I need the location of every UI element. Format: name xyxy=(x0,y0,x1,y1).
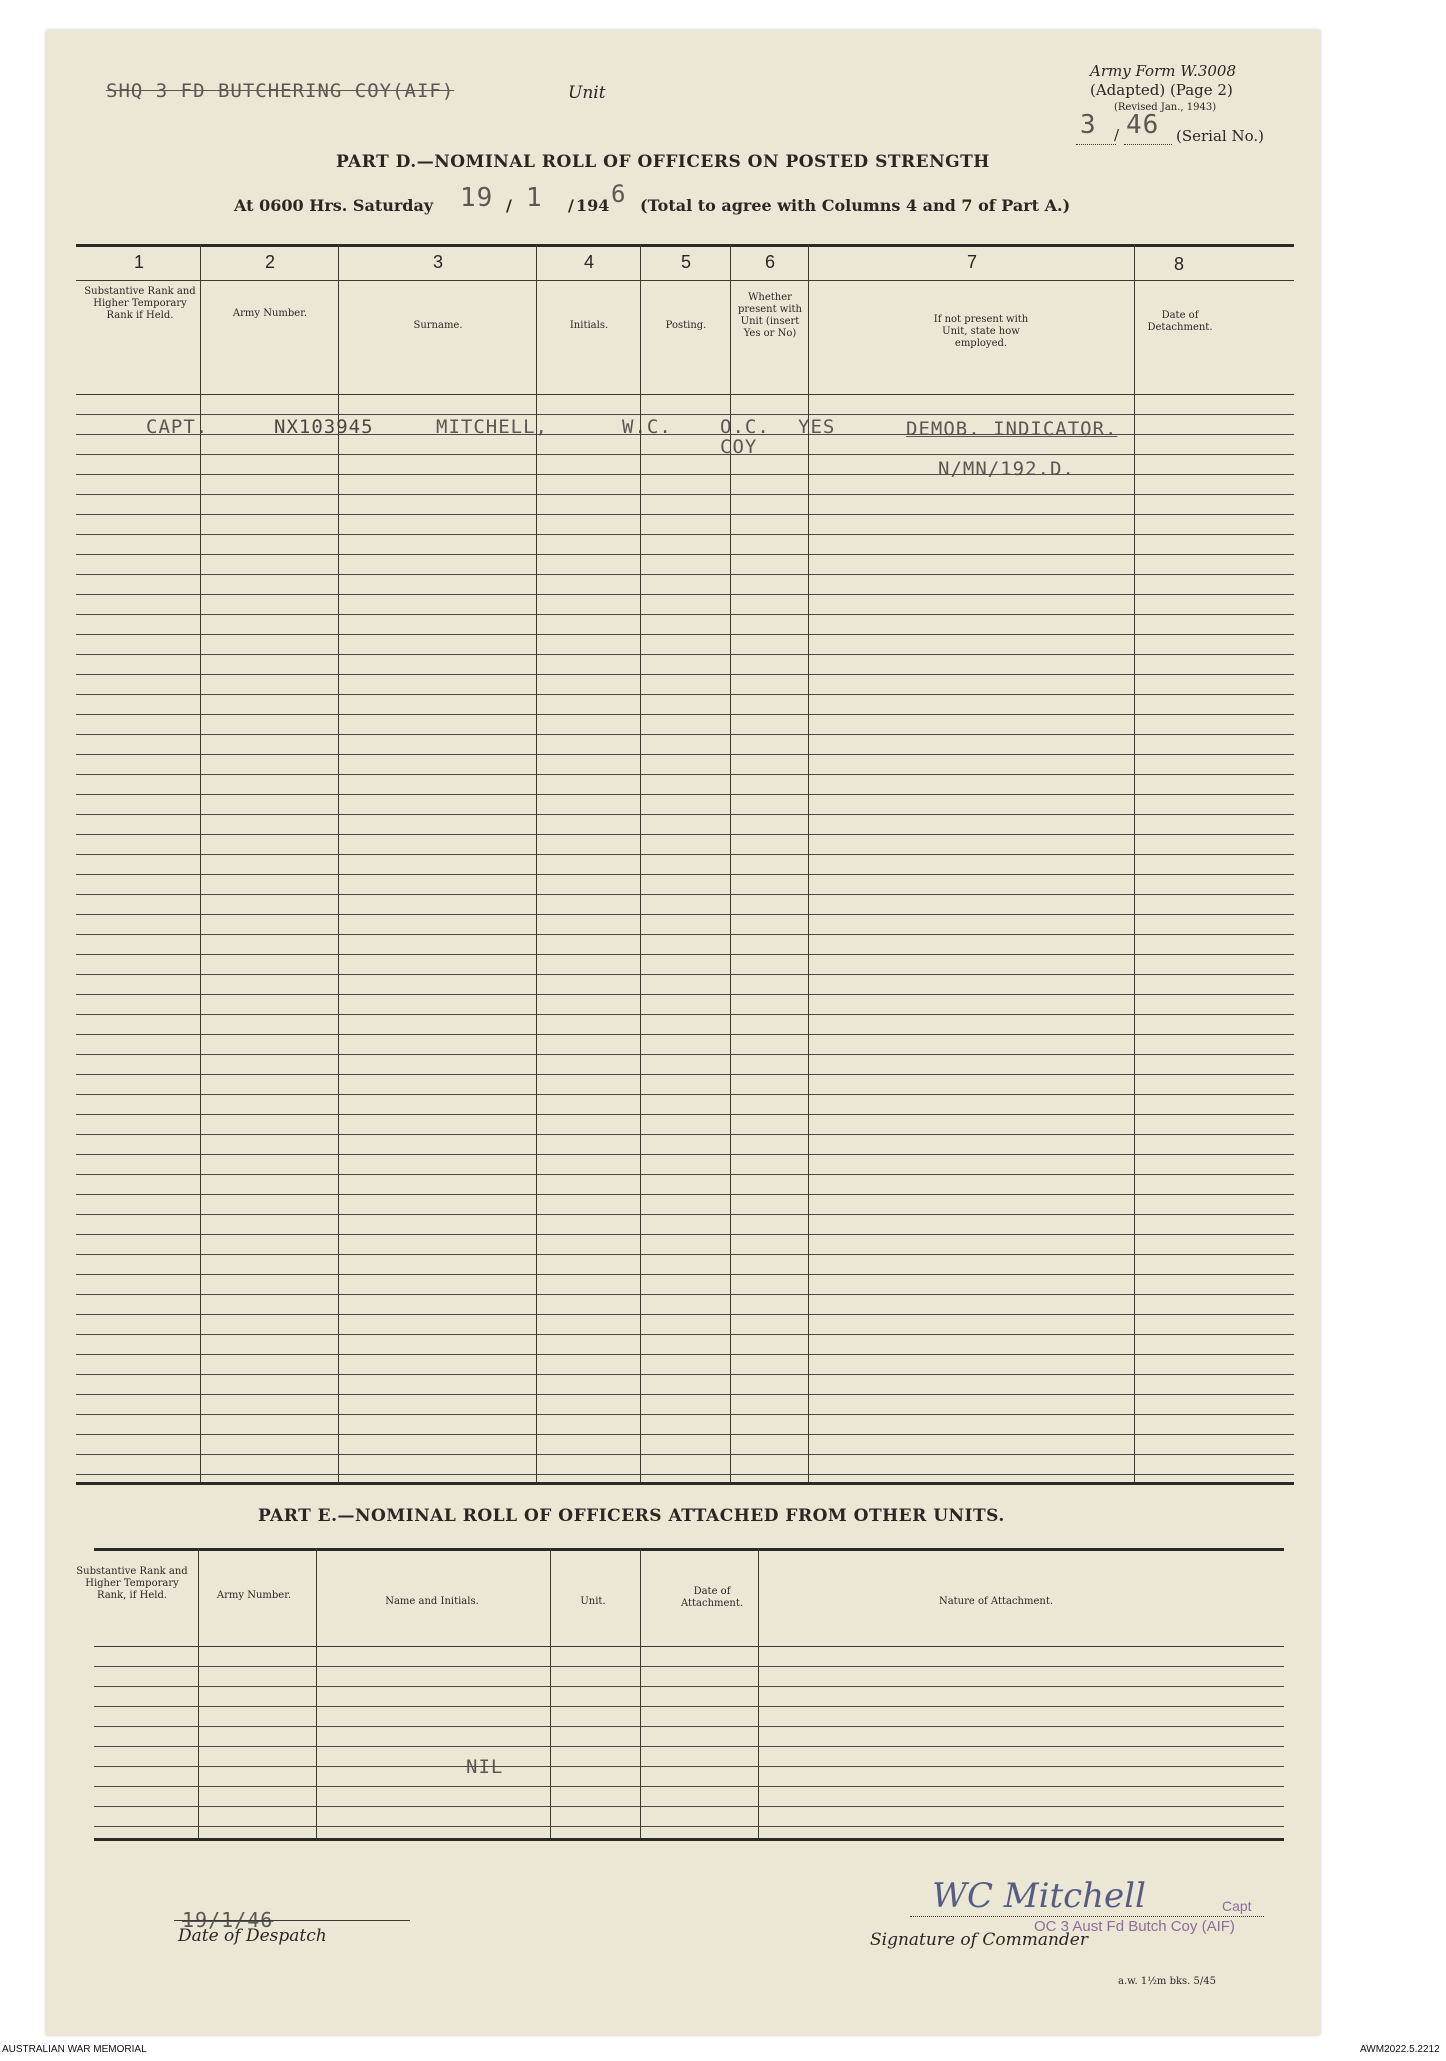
col-3-header: Surname. xyxy=(413,320,463,331)
part-d-row-rule xyxy=(76,694,1294,695)
part-e-title: PART E.—NOMINAL ROLL OF OFFICERS ATTACHED FROM OTHER UNITS. xyxy=(258,1506,1005,1526)
part-d-row-rule xyxy=(76,1034,1294,1035)
part-e-row-rule xyxy=(94,1786,1284,1787)
entry-surname: MITCHELL, xyxy=(436,416,548,438)
serial-label: (Serial No.) xyxy=(1176,127,1264,145)
part-e-row-rule xyxy=(94,1806,1284,1807)
e-col-2-header: Army Number. xyxy=(216,1590,292,1601)
part-e-row-rule xyxy=(94,1666,1284,1667)
part-d-row-rule xyxy=(76,1194,1294,1195)
col-1-header: Substantive Rank and Higher Temporary Rank if Held. xyxy=(84,286,196,321)
part-d-row-rule xyxy=(76,1334,1294,1335)
part-e-row-rule xyxy=(94,1726,1284,1727)
part-d-row-rule xyxy=(76,594,1294,595)
part-d-row-rule xyxy=(76,1154,1294,1155)
part-d-row-rule xyxy=(76,414,1294,415)
part-e-column-rule xyxy=(316,1548,317,1838)
part-d-row-rule xyxy=(76,1054,1294,1055)
col-1-number: 1 xyxy=(133,252,144,272)
e-col-4-header: Unit. xyxy=(580,1596,606,1607)
part-d-row-rule xyxy=(76,854,1294,855)
part-d-row-rule xyxy=(76,1134,1294,1135)
part-d-column-rule xyxy=(808,244,809,1482)
part-d-title: PART D.—NOMINAL ROLL OF OFFICERS ON POSTED STRENGTH xyxy=(336,152,990,172)
part-e-row-rule xyxy=(94,1686,1284,1687)
part-d-row-rule xyxy=(76,494,1294,495)
col-8-number: 8 xyxy=(1173,254,1184,274)
part-e-column-rule xyxy=(198,1548,199,1838)
part-d-row-rule xyxy=(76,634,1294,635)
serial-num-rule xyxy=(1124,144,1172,145)
part-d-row-rule xyxy=(76,894,1294,895)
entry-rank: CAPT. xyxy=(146,416,209,438)
part-d-at-suffix: (Total to agree with Columns 4 and 7 of Part A.) xyxy=(640,196,1071,215)
part-d-date-year-written: 6 xyxy=(611,180,627,208)
archive-ref: AWM2022.5.2212 xyxy=(1360,2044,1440,2055)
part-d-column-rule xyxy=(640,244,641,1482)
col-7-number: 7 xyxy=(966,252,977,272)
part-d-row-rule xyxy=(76,474,1294,475)
commander-label: Signature of Commander xyxy=(870,1930,1088,1950)
part-e-top-rule xyxy=(94,1548,1284,1551)
part-d-row-rule xyxy=(76,874,1294,875)
part-d-row-rule xyxy=(76,674,1294,675)
col-8-header: Date of Detachment. xyxy=(1147,310,1213,333)
print-code: a.w. 1½m bks. 5/45 xyxy=(1118,1976,1216,1987)
part-d-date-sep-2: / xyxy=(568,196,574,215)
commander-stamp: OC 3 Aust Fd Butch Coy (AIF) xyxy=(1034,1918,1235,1935)
despatch-date: 19/1/46 xyxy=(182,1908,274,1932)
part-e-row-rule xyxy=(94,1706,1284,1707)
part-e-column-rule xyxy=(758,1548,759,1838)
part-d-row-rule xyxy=(76,1094,1294,1095)
part-d-row-rule xyxy=(76,714,1294,715)
part-d-row-rule xyxy=(76,1114,1294,1115)
part-d-row-rule xyxy=(76,794,1294,795)
despatch-label: Date of Despatch xyxy=(178,1926,327,1946)
part-d-row-rule xyxy=(76,834,1294,835)
col-2-number: 2 xyxy=(264,252,275,272)
part-d-top-rule xyxy=(76,244,1294,247)
serial-sep: / xyxy=(1114,126,1120,144)
e-col-3-header: Name and Initials. xyxy=(385,1596,479,1607)
part-d-date-day: 19 xyxy=(460,183,494,213)
part-d-row-rule xyxy=(76,734,1294,735)
part-e-row-rule xyxy=(94,1826,1284,1827)
signature-rule xyxy=(910,1916,1264,1917)
e-col-1-header: Substantive Rank and Higher Temporary Rank, if Held. xyxy=(76,1566,188,1601)
col-6-header: Whether present with Unit (insert Yes or No) xyxy=(737,292,802,339)
entry-posting-2: COY xyxy=(720,436,758,458)
form-name: Army Form W.3008 xyxy=(1090,62,1236,80)
part-d-row-rule xyxy=(76,1414,1294,1415)
part-d-row-rule xyxy=(76,434,1294,435)
part-d-row-rule xyxy=(76,1394,1294,1395)
part-d-row-rule xyxy=(76,1074,1294,1075)
archive-strip xyxy=(0,2040,1446,2061)
col-2-header: Army Number. xyxy=(232,308,308,319)
part-d-date-sep-1: / xyxy=(506,196,512,215)
part-d-row-rule xyxy=(76,574,1294,575)
col-4-number: 4 xyxy=(583,252,594,272)
entry-initials: W.C. xyxy=(622,416,672,438)
part-d-row-rule xyxy=(76,534,1294,535)
col-7-header: If not present with Unit, state how employed. xyxy=(933,314,1029,349)
part-d-at-prefix: At 0600 Hrs. Saturday xyxy=(234,196,434,215)
part-d-row-rule xyxy=(76,954,1294,955)
part-e-bottom-rule xyxy=(94,1838,1284,1841)
part-d-row-rule xyxy=(76,974,1294,975)
part-d-number-rule xyxy=(76,280,1294,281)
part-d-row-rule xyxy=(76,654,1294,655)
entry-employed-2: N/MN/192.D. xyxy=(938,458,1075,480)
part-e-column-rule xyxy=(640,1548,641,1838)
part-d-row-rule xyxy=(76,774,1294,775)
form-page xyxy=(46,30,1320,2035)
part-d-row-rule xyxy=(76,934,1294,935)
part-d-row-rule xyxy=(76,1014,1294,1015)
entry-army-number: NX103945 xyxy=(274,416,374,438)
part-d-header-rule xyxy=(76,394,1294,395)
part-d-column-rule xyxy=(338,244,339,1482)
serial-num: 46 xyxy=(1126,110,1160,140)
part-d-row-rule xyxy=(76,1474,1294,1475)
part-d-row-rule xyxy=(76,1174,1294,1175)
part-d-date-year-printed: 194 xyxy=(576,196,610,215)
serial-day-rule xyxy=(1076,144,1116,145)
part-d-row-rule xyxy=(76,1454,1294,1455)
serial-day: 3 xyxy=(1080,110,1097,140)
part-d-row-rule xyxy=(76,1274,1294,1275)
unit-label: Unit xyxy=(568,83,606,103)
form-revised: (Revised Jan., 1943) xyxy=(1114,102,1217,113)
entry-employed-1: DEMOB. INDICATOR. xyxy=(906,418,1118,440)
part-e-row-rule xyxy=(94,1746,1284,1747)
unit-value: SHQ 3 FD BUTCHERING COY(AIF) xyxy=(106,80,455,102)
part-d-bottom-rule xyxy=(76,1482,1294,1485)
commander-signature: WC Mitchell xyxy=(932,1876,1146,1916)
part-d-column-rule xyxy=(730,244,731,1482)
part-d-row-rule xyxy=(76,614,1294,615)
part-d-row-rule xyxy=(76,1294,1294,1295)
part-d-row-rule xyxy=(76,554,1294,555)
part-d-column-rule xyxy=(536,244,537,1482)
entry-present: YES xyxy=(798,416,836,438)
part-e-nil: NIL xyxy=(466,1756,504,1778)
part-d-row-rule xyxy=(76,1374,1294,1375)
part-d-row-rule xyxy=(76,754,1294,755)
part-d-row-rule xyxy=(76,1254,1294,1255)
e-col-6-header: Nature of Attachment. xyxy=(938,1596,1054,1607)
part-d-row-rule xyxy=(76,1234,1294,1235)
part-d-column-rule xyxy=(1134,244,1135,1482)
part-d-date-month: 1 xyxy=(526,183,543,213)
part-e-header-rule xyxy=(94,1646,1284,1647)
part-d-row-rule xyxy=(76,914,1294,915)
part-d-row-rule xyxy=(76,1314,1294,1315)
entry-posting-1: O.C. xyxy=(720,416,770,438)
part-d-row-rule xyxy=(76,814,1294,815)
part-d-row-rule xyxy=(76,454,1294,455)
part-d-column-rule xyxy=(200,244,201,1482)
part-d-row-rule xyxy=(76,1214,1294,1215)
col-6-number: 6 xyxy=(764,252,775,272)
stamp-rank: Capt xyxy=(1222,1898,1252,1914)
part-e-row-rule xyxy=(94,1766,1284,1767)
part-d-row-rule xyxy=(76,994,1294,995)
part-d-row-rule xyxy=(76,1354,1294,1355)
part-e-column-rule xyxy=(550,1548,551,1838)
part-d-row-rule xyxy=(76,514,1294,515)
col-3-number: 3 xyxy=(432,252,443,272)
archive-name: AUSTRALIAN WAR MEMORIAL xyxy=(2,2044,147,2055)
col-5-number: 5 xyxy=(680,252,691,272)
col-5-header: Posting. xyxy=(665,320,707,331)
despatch-rule xyxy=(174,1920,410,1921)
e-col-5-header: Date of Attachment. xyxy=(680,1586,744,1609)
form-adapted: (Adapted) (Page 2) xyxy=(1090,81,1233,99)
col-4-header: Initials. xyxy=(569,320,609,331)
part-d-row-rule xyxy=(76,1434,1294,1435)
